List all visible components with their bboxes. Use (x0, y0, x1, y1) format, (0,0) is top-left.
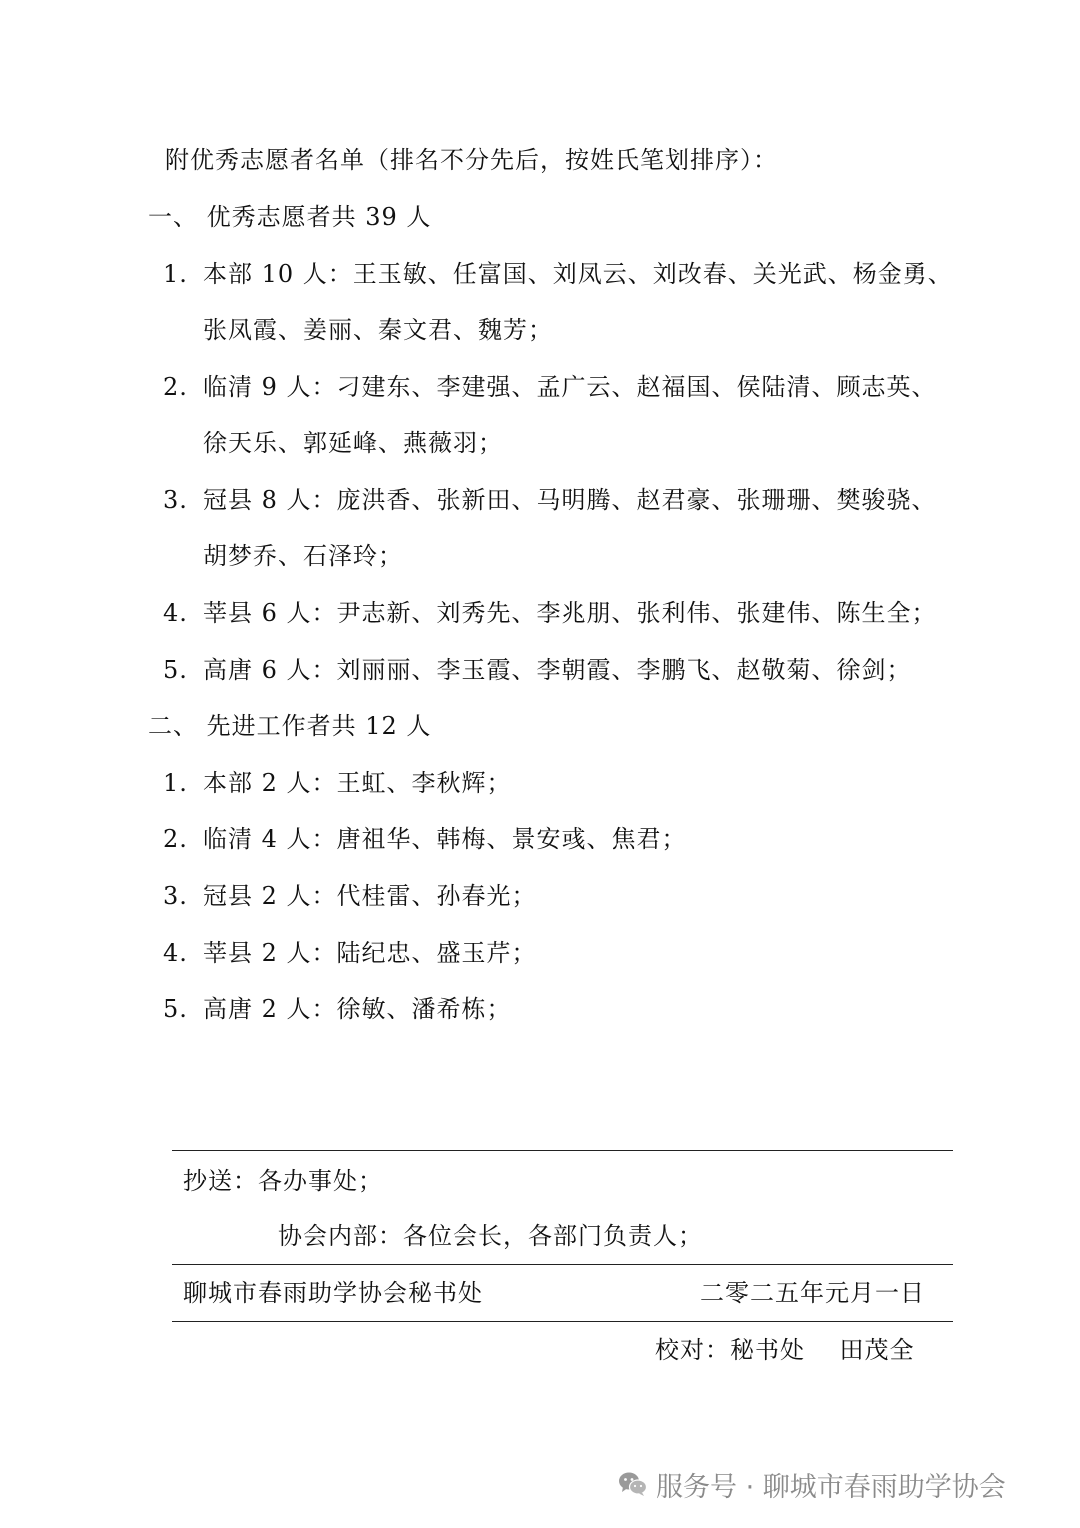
wechat-icon (618, 1470, 648, 1498)
internal-line: 协会内部：各位会长，各部门负责人； (278, 1222, 703, 1250)
s2-item3-line1: 冠县 2 人：代桂雷、孙春光； (203, 882, 537, 910)
s1-item4-line1: 莘县 6 人：尹志新、刘秀先、李兆朋、张利伟、张建伟、陈生全； (203, 599, 937, 627)
watermark (618, 1464, 1006, 1504)
s2-item2-num: 2. (163, 825, 188, 853)
s1-item1-line2: 张凤霞、姜丽、秦文君、魏芳； (203, 316, 553, 344)
s2-item5-line1: 高唐 2 人：徐敏、潘希栋； (203, 995, 512, 1023)
s1-item5-num: 5. (163, 656, 188, 684)
s2-item2-line1: 临清 4 人：唐祖华、韩梅、景安彧、焦君； (203, 825, 687, 853)
s2-item3-num: 3. (163, 882, 188, 910)
s1-item3-line2: 胡梦乔、石泽玲； (203, 542, 403, 570)
s1-item2-num: 2. (163, 373, 188, 401)
s1-item2-line1: 临清 9 人：刁建东、李建强、孟广云、赵福国、侯陆清、顾志英、 (203, 373, 937, 401)
proofread-line: 校对：秘书处 田茂全 (655, 1336, 915, 1364)
footer-rule-top (172, 1150, 953, 1151)
issue-date: 二零二五年元月一日 (700, 1279, 925, 1307)
s2-item5-num: 5. (163, 995, 188, 1023)
s1-item2-line2: 徐天乐、郭延峰、燕薇羽； (203, 429, 503, 457)
s1-item4-num: 4. (163, 599, 188, 627)
footer-rule-bottom (172, 1321, 953, 1322)
s1-item3-num: 3. (163, 486, 188, 514)
section1-heading: 一、 优秀志愿者共 39 人 (148, 203, 432, 231)
issuer: 聊城市春雨助学协会秘书处 (183, 1279, 483, 1307)
s2-item1-num: 1. (163, 769, 188, 797)
watermark-text: 服务号 · 聊城市春雨助学协会 (656, 1471, 1006, 1503)
s1-item3-line1: 冠县 8 人：庞洪香、张新田、马明腾、赵君豪、张珊珊、樊骏骁、 (203, 486, 937, 514)
section2-heading: 二、 先进工作者共 12 人 (148, 712, 432, 740)
cc-line: 抄送：各办事处； (183, 1167, 383, 1195)
s2-item4-num: 4. (163, 939, 188, 967)
s2-item1-line1: 本部 2 人：王虹、李秋辉； (203, 769, 512, 797)
intro-line: 附优秀志愿者名单（排名不分先后，按姓氏笔划排序）： (165, 146, 778, 174)
footer-rule-middle (172, 1264, 953, 1265)
s1-item5-line1: 高唐 6 人：刘丽丽、李玉霞、李朝霞、李鹏飞、赵敬菊、徐剑； (203, 656, 912, 684)
s1-item1-line1: 本部 10 人：王玉敏、任富国、刘凤云、刘改春、关光武、杨金勇、 (203, 260, 953, 288)
s2-item4-line1: 莘县 2 人：陆纪忠、盛玉芹； (203, 939, 537, 967)
s1-item1-num: 1. (163, 260, 188, 288)
